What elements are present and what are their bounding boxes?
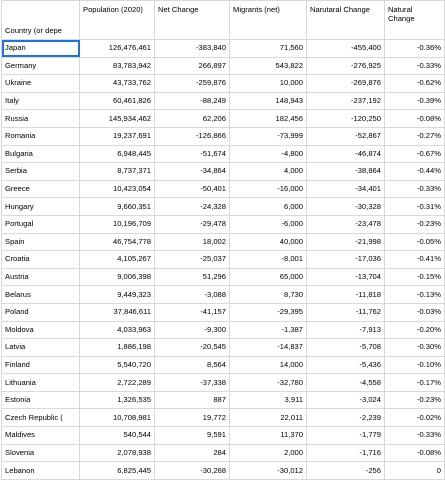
header-country[interactable]: Country (or depe bbox=[2, 1, 80, 40]
net-change-cell[interactable]: 19,772 bbox=[155, 409, 230, 427]
narutaral-change-cell[interactable]: -46,874 bbox=[307, 145, 385, 163]
population-cell[interactable]: 145,934,462 bbox=[80, 110, 155, 128]
country-cell[interactable]: Russia bbox=[2, 110, 80, 128]
population-cell[interactable]: 1,326,535 bbox=[80, 391, 155, 409]
population-cell[interactable]: 2,078,938 bbox=[80, 444, 155, 462]
migrants-cell[interactable]: -73,999 bbox=[230, 127, 307, 145]
population-cell[interactable]: 6,948,445 bbox=[80, 145, 155, 163]
net-change-cell[interactable]: -383,840 bbox=[155, 40, 230, 58]
narutaral-change-cell[interactable]: -276,925 bbox=[307, 57, 385, 75]
narutaral-change-cell[interactable]: -30,328 bbox=[307, 198, 385, 216]
table-row bbox=[2, 180, 445, 198]
natural-change-cell[interactable]: -0.33% bbox=[385, 57, 445, 75]
migrants-cell[interactable]: 8,730 bbox=[230, 286, 307, 304]
country-cell[interactable]: Spain bbox=[2, 233, 80, 251]
population-cell[interactable]: 10,708,981 bbox=[80, 409, 155, 427]
header-natural-change[interactable]: Natural Change bbox=[385, 1, 445, 40]
population-table bbox=[1, 0, 445, 480]
table-row bbox=[2, 444, 445, 462]
narutaral-change-cell[interactable]: -5,708 bbox=[307, 339, 385, 357]
net-change-cell[interactable]: -20,545 bbox=[155, 339, 230, 357]
natural-change-cell[interactable]: -0.31% bbox=[385, 198, 445, 216]
natural-change-cell[interactable]: -0.44% bbox=[385, 163, 445, 181]
narutaral-change-cell[interactable]: -52,867 bbox=[307, 127, 385, 145]
migrants-cell[interactable]: -1,387 bbox=[230, 321, 307, 339]
net-change-cell[interactable]: -9,300 bbox=[155, 321, 230, 339]
natural-change-cell[interactable]: -0.41% bbox=[385, 251, 445, 269]
natural-change-cell[interactable]: -0.03% bbox=[385, 303, 445, 321]
country-cell[interactable]: Estonia bbox=[2, 391, 80, 409]
country-cell[interactable]: Portugal bbox=[2, 215, 80, 233]
table-row bbox=[2, 427, 445, 445]
narutaral-change-cell[interactable]: -23,478 bbox=[307, 215, 385, 233]
migrants-cell[interactable]: 71,560 bbox=[230, 40, 307, 58]
table-row bbox=[2, 75, 445, 93]
natural-change-cell[interactable]: -0.23% bbox=[385, 391, 445, 409]
population-cell[interactable]: 43,733,762 bbox=[80, 75, 155, 93]
table-row bbox=[2, 110, 445, 128]
narutaral-change-cell[interactable]: -2,239 bbox=[307, 409, 385, 427]
migrants-cell[interactable]: -14,837 bbox=[230, 339, 307, 357]
population-cell[interactable]: 60,461,826 bbox=[80, 92, 155, 110]
country-cell[interactable]: Moldova bbox=[2, 321, 80, 339]
net-change-cell[interactable]: 284 bbox=[155, 444, 230, 462]
natural-change-cell[interactable]: -0.10% bbox=[385, 356, 445, 374]
net-change-cell[interactable]: 8,564 bbox=[155, 356, 230, 374]
migrants-cell[interactable]: 3,911 bbox=[230, 391, 307, 409]
migrants-cell[interactable]: 148,943 bbox=[230, 92, 307, 110]
natural-change-cell[interactable]: -0.30% bbox=[385, 339, 445, 357]
population-cell[interactable]: 4,105,267 bbox=[80, 251, 155, 269]
natural-change-cell[interactable]: -0.15% bbox=[385, 268, 445, 286]
population-cell[interactable]: 10,423,054 bbox=[80, 180, 155, 198]
natural-change-cell[interactable]: -0.13% bbox=[385, 286, 445, 304]
country-cell[interactable]: Greece bbox=[2, 180, 80, 198]
table-row bbox=[2, 409, 445, 427]
natural-change-cell[interactable]: -0.62% bbox=[385, 75, 445, 93]
header-migrants[interactable]: Migrants (net) bbox=[230, 1, 307, 40]
narutaral-change-cell[interactable]: -1,779 bbox=[307, 427, 385, 445]
narutaral-change-cell[interactable]: -120,250 bbox=[307, 110, 385, 128]
population-cell[interactable]: 126,476,461 bbox=[80, 40, 155, 58]
net-change-cell[interactable]: -51,674 bbox=[155, 145, 230, 163]
net-change-cell[interactable]: -24,328 bbox=[155, 198, 230, 216]
country-cell[interactable]: Lithuania bbox=[2, 374, 80, 392]
migrants-cell[interactable]: -32,780 bbox=[230, 374, 307, 392]
country-cell[interactable]: Poland bbox=[2, 303, 80, 321]
table-row bbox=[2, 286, 445, 304]
natural-change-cell[interactable]: -0.67% bbox=[385, 145, 445, 163]
country-cell[interactable]: Austria bbox=[2, 268, 80, 286]
natural-change-cell[interactable]: -0.36% bbox=[385, 40, 445, 58]
net-change-cell[interactable]: 9,591 bbox=[155, 427, 230, 445]
country-cell[interactable]: Czech Republic ( bbox=[2, 409, 80, 427]
net-change-cell[interactable]: -88,249 bbox=[155, 92, 230, 110]
natural-change-cell[interactable]: -0.27% bbox=[385, 127, 445, 145]
population-cell[interactable]: 4,033,963 bbox=[80, 321, 155, 339]
natural-change-cell[interactable]: -0.33% bbox=[385, 180, 445, 198]
natural-change-cell[interactable]: -0.05% bbox=[385, 233, 445, 251]
population-cell[interactable]: 37,846,611 bbox=[80, 303, 155, 321]
net-change-cell[interactable]: -50,401 bbox=[155, 180, 230, 198]
natural-change-cell[interactable]: -0.33% bbox=[385, 427, 445, 445]
population-cell[interactable]: 6,825,445 bbox=[80, 462, 155, 480]
migrants-cell[interactable]: -6,000 bbox=[230, 215, 307, 233]
population-cell[interactable]: 540,544 bbox=[80, 427, 155, 445]
table-row bbox=[2, 40, 445, 58]
country-cell[interactable]: Finland bbox=[2, 356, 80, 374]
header-net-change[interactable]: Net Change bbox=[155, 1, 230, 40]
country-cell[interactable]: Latvia bbox=[2, 339, 80, 357]
country-cell[interactable]: Lebanon bbox=[2, 462, 80, 480]
narutaral-change-cell[interactable]: -237,192 bbox=[307, 92, 385, 110]
table-row bbox=[2, 92, 445, 110]
migrants-cell[interactable]: 14,000 bbox=[230, 356, 307, 374]
natural-change-cell[interactable]: -0.02% bbox=[385, 409, 445, 427]
narutaral-change-cell[interactable]: -11,762 bbox=[307, 303, 385, 321]
net-change-cell[interactable]: -25,037 bbox=[155, 251, 230, 269]
population-cell[interactable]: 46,754,778 bbox=[80, 233, 155, 251]
table-row bbox=[2, 321, 445, 339]
narutaral-change-cell[interactable]: -13,704 bbox=[307, 268, 385, 286]
migrants-cell[interactable]: -8,001 bbox=[230, 251, 307, 269]
table-row bbox=[2, 303, 445, 321]
table-row bbox=[2, 233, 445, 251]
population-cell[interactable]: 83,783,942 bbox=[80, 57, 155, 75]
net-change-cell[interactable]: -41,157 bbox=[155, 303, 230, 321]
population-cell[interactable]: 9,006,398 bbox=[80, 268, 155, 286]
migrants-cell[interactable]: 543,822 bbox=[230, 57, 307, 75]
net-change-cell[interactable]: -126,866 bbox=[155, 127, 230, 145]
migrants-cell[interactable]: 4,000 bbox=[230, 163, 307, 181]
population-cell[interactable]: 9,660,351 bbox=[80, 198, 155, 216]
population-cell[interactable]: 19,237,691 bbox=[80, 127, 155, 145]
table-row bbox=[2, 163, 445, 181]
net-change-cell[interactable]: -37,338 bbox=[155, 374, 230, 392]
narutaral-change-cell[interactable]: -5,436 bbox=[307, 356, 385, 374]
country-cell[interactable]: Belarus bbox=[2, 286, 80, 304]
narutaral-change-cell[interactable]: -269,876 bbox=[307, 75, 385, 93]
country-cell[interactable]: Germany bbox=[2, 57, 80, 75]
net-change-cell[interactable]: 266,897 bbox=[155, 57, 230, 75]
table-row bbox=[2, 215, 445, 233]
header-row bbox=[2, 1, 445, 40]
table-row bbox=[2, 356, 445, 374]
narutaral-change-cell[interactable]: -38,864 bbox=[307, 163, 385, 181]
migrants-cell[interactable]: 10,000 bbox=[230, 75, 307, 93]
population-cell[interactable]: 9,449,323 bbox=[80, 286, 155, 304]
migrants-cell[interactable]: 6,000 bbox=[230, 198, 307, 216]
country-cell[interactable]: Serbia bbox=[2, 163, 80, 181]
header-narutaral-change[interactable]: Narutaral Change bbox=[307, 1, 385, 40]
table-row bbox=[2, 339, 445, 357]
natural-change-cell[interactable]: 0 bbox=[385, 462, 445, 480]
table-row bbox=[2, 251, 445, 269]
natural-change-cell[interactable]: -0.08% bbox=[385, 110, 445, 128]
table-row bbox=[2, 198, 445, 216]
natural-change-cell[interactable]: -0.20% bbox=[385, 321, 445, 339]
population-cell[interactable]: 10,196,709 bbox=[80, 215, 155, 233]
population-cell[interactable]: 5,540,720 bbox=[80, 356, 155, 374]
net-change-cell[interactable]: 18,002 bbox=[155, 233, 230, 251]
migrants-cell[interactable]: -4,800 bbox=[230, 145, 307, 163]
narutaral-change-cell[interactable]: -455,400 bbox=[307, 40, 385, 58]
population-cell[interactable]: 2,722,289 bbox=[80, 374, 155, 392]
population-cell[interactable]: 8,737,371 bbox=[80, 163, 155, 181]
net-change-cell[interactable]: -29,478 bbox=[155, 215, 230, 233]
net-change-cell[interactable]: 62,206 bbox=[155, 110, 230, 128]
table-row bbox=[2, 127, 445, 145]
migrants-cell[interactable]: 22,011 bbox=[230, 409, 307, 427]
narutaral-change-cell[interactable]: -1,716 bbox=[307, 444, 385, 462]
table-row bbox=[2, 268, 445, 286]
narutaral-change-cell[interactable]: -21,998 bbox=[307, 233, 385, 251]
country-cell[interactable]: Hungary bbox=[2, 198, 80, 216]
table-row bbox=[2, 57, 445, 75]
net-change-cell[interactable]: 887 bbox=[155, 391, 230, 409]
net-change-cell[interactable]: -259,876 bbox=[155, 75, 230, 93]
country-cell[interactable]: Maldives bbox=[2, 427, 80, 445]
country-cell[interactable]: Italy bbox=[2, 92, 80, 110]
narutaral-change-cell[interactable]: -34,401 bbox=[307, 180, 385, 198]
migrants-cell[interactable]: 182,456 bbox=[230, 110, 307, 128]
country-cell[interactable]: Bulgaria bbox=[2, 145, 80, 163]
table-row bbox=[2, 374, 445, 392]
migrants-cell[interactable]: -16,000 bbox=[230, 180, 307, 198]
table-row bbox=[2, 391, 445, 409]
narutaral-change-cell[interactable]: -17,036 bbox=[307, 251, 385, 269]
natural-change-cell[interactable]: -0.39% bbox=[385, 92, 445, 110]
natural-change-cell[interactable]: -0.23% bbox=[385, 215, 445, 233]
net-change-cell[interactable]: -34,864 bbox=[155, 163, 230, 181]
narutaral-change-cell[interactable]: -7,913 bbox=[307, 321, 385, 339]
header-population[interactable]: Population (2020) bbox=[80, 1, 155, 40]
migrants-cell[interactable]: -30,012 bbox=[230, 462, 307, 480]
migrants-cell[interactable]: 65,000 bbox=[230, 268, 307, 286]
net-change-cell[interactable]: -3,088 bbox=[155, 286, 230, 304]
migrants-cell[interactable]: 2,000 bbox=[230, 444, 307, 462]
migrants-cell[interactable]: -29,395 bbox=[230, 303, 307, 321]
country-cell[interactable]: Romania bbox=[2, 127, 80, 145]
narutaral-change-cell[interactable]: -3,024 bbox=[307, 391, 385, 409]
narutaral-change-cell[interactable]: -11,818 bbox=[307, 286, 385, 304]
natural-change-cell[interactable]: -0.17% bbox=[385, 374, 445, 392]
country-cell[interactable]: Japan bbox=[2, 40, 80, 58]
net-change-cell[interactable]: -30,268 bbox=[155, 462, 230, 480]
migrants-cell[interactable]: 40,000 bbox=[230, 233, 307, 251]
country-cell[interactable]: Slovenia bbox=[2, 444, 80, 462]
net-change-cell[interactable]: 51,296 bbox=[155, 268, 230, 286]
country-cell[interactable]: Ukraine bbox=[2, 75, 80, 93]
narutaral-change-cell[interactable]: -4,558 bbox=[307, 374, 385, 392]
table-row bbox=[2, 145, 445, 163]
table-row bbox=[2, 462, 445, 480]
migrants-cell[interactable]: 11,370 bbox=[230, 427, 307, 445]
country-cell[interactable]: Croatia bbox=[2, 251, 80, 269]
narutaral-change-cell[interactable]: -256 bbox=[307, 462, 385, 480]
natural-change-cell[interactable]: -0.08% bbox=[385, 444, 445, 462]
population-cell[interactable]: 1,886,198 bbox=[80, 339, 155, 357]
